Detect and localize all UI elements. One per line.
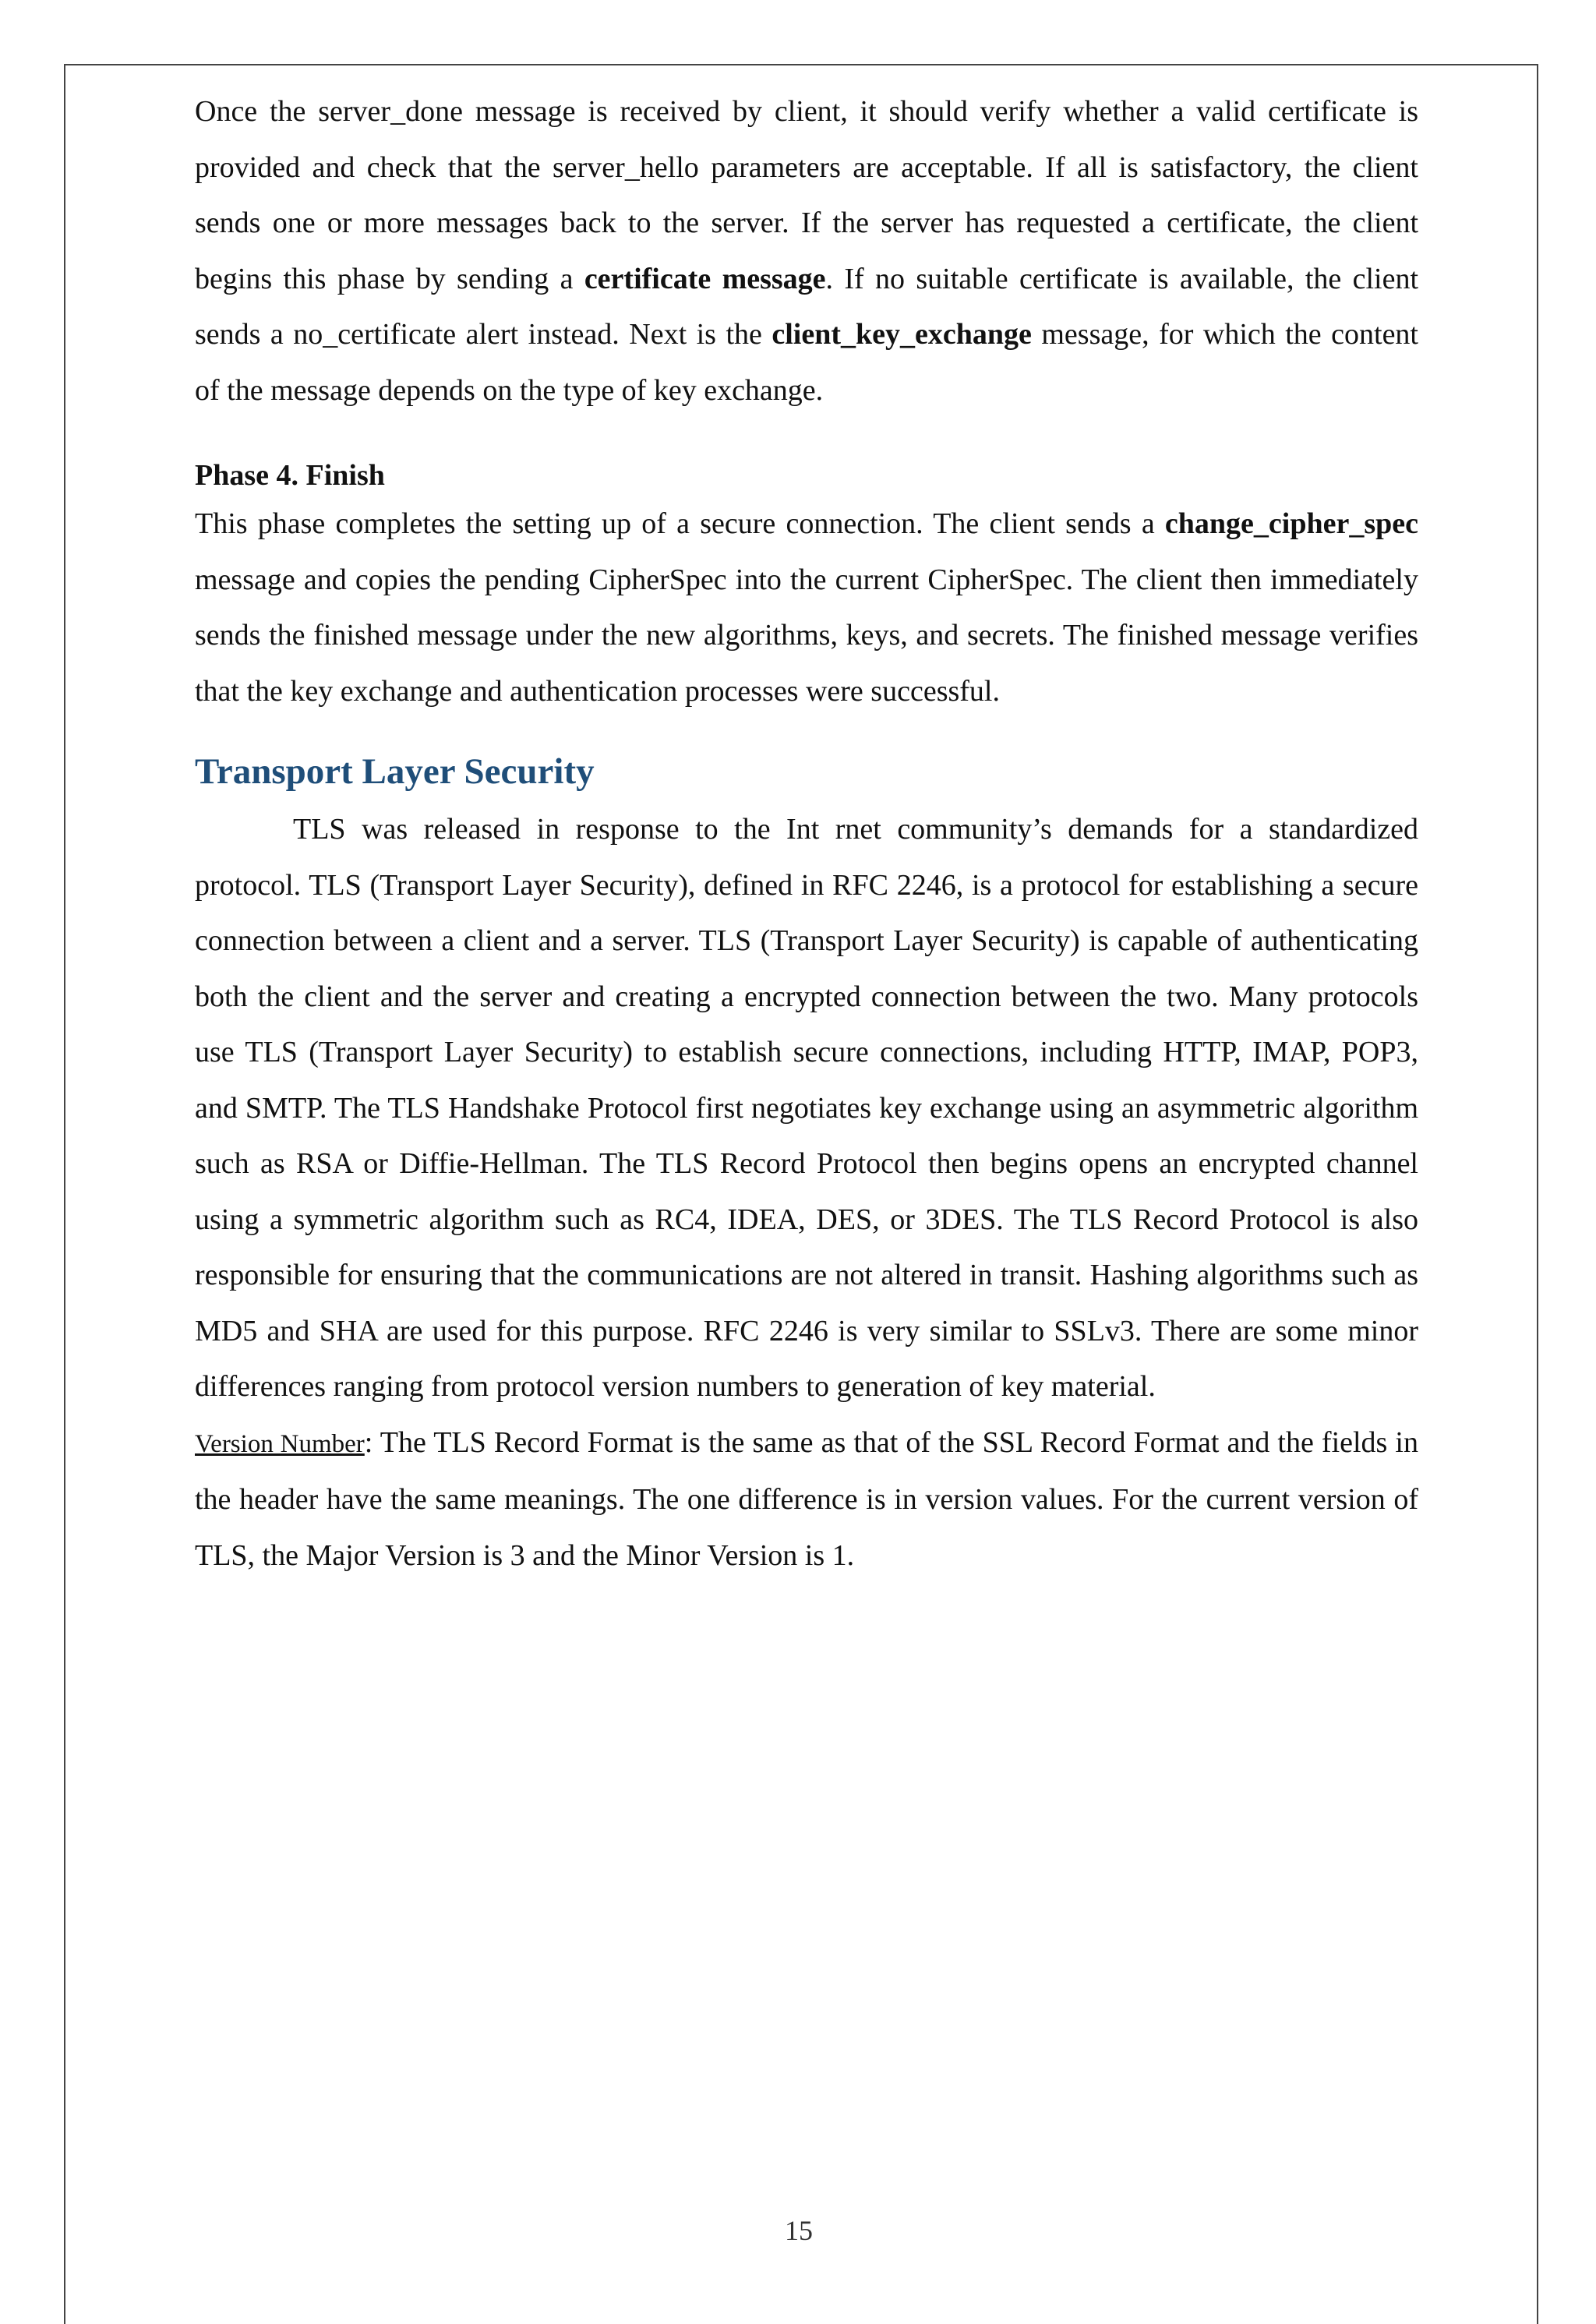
document-body <box>195 84 1418 1584</box>
tls-paragraph: TLS was released in response to the Int rnet community’s demands for a standardized protocol. TLS (Transport Layer Security), defined in RFC 2246, is a protocol for establishing a secure connection between a client and a server. TLS (Transport Layer Security) is capable of authenticating both the client and the server and creating a encrypted connection between the two. Many protocols use TLS (Transport Layer Security) to establish secure connections, including HTTP, IMAP, POP3, and SMTP. The TLS Handshake Protocol first negotiates key exchange using an asymmetric algorithm such as RSA or Diffie-Hellman. The TLS Record Protocol then begins opens an encrypted channel using a symmetric algorithm such as RC4, IDEA, DES, or 3DES. The TLS Record Protocol is also responsible for ensuring that the communications are not altered in transit. Hashing algorithms such as MD5 and SHA are used for this purpose. RFC 2246 is very similar to SSLv3. There are some minor differences ranging from protocol version numbers to generation of key material. <box>195 813 1418 1403</box>
section-heading-tls: Transport Layer Security <box>195 751 595 792</box>
change-cipher-spec-term: change_cipher_spec <box>1164 507 1418 540</box>
phase4-paragraph <box>195 496 1418 719</box>
phase3-paragraph <box>195 84 1418 419</box>
phase4-heading: Phase 4. Finish <box>195 459 385 492</box>
certificate-message-term: certificate message <box>584 262 826 295</box>
version-number-text: : The TLS Record Format is the same as that of the SSL Record Format and the fields in the header have the same meanings. The one difference is in version values. For the current version of TLS, the Major Version is 3 and the Minor Version is 1. <box>195 1425 1418 1572</box>
version-number-paragraph <box>195 1415 1418 1584</box>
page-number: 15 <box>785 2215 813 2246</box>
phase3-text-3: message, for which the content of the message depends on the type of key exchange. <box>195 318 1418 407</box>
phase3-text-2: . If no suitable certificate is available, the client sends a no_certificate alert instead. Next is the <box>195 262 1419 351</box>
version-number-label: Version Number <box>195 1429 365 1458</box>
phase4-text-2: message and copies the pending CipherSpec into the current CipherSpec. The client then immediately sends the finished message under the new algorithms, keys, and secrets. The finished message verifies that the key exchange and authentication processes were successful. <box>195 563 1418 708</box>
phase4-text-1: This phase completes the setting up of a secure connection. The client sends a <box>195 507 1165 540</box>
client-key-exchange-term: client_key_exchange <box>772 318 1032 351</box>
phase3-text-1: Once the server_done message is received by client, it should verify whether a valid certificate is provided and check that the server_hello parameters are acceptable. If all is satisfactory, the client sends one or more messages back to the server. If the server has requested a certificate, the client begins this phase by sending a <box>195 95 1418 295</box>
